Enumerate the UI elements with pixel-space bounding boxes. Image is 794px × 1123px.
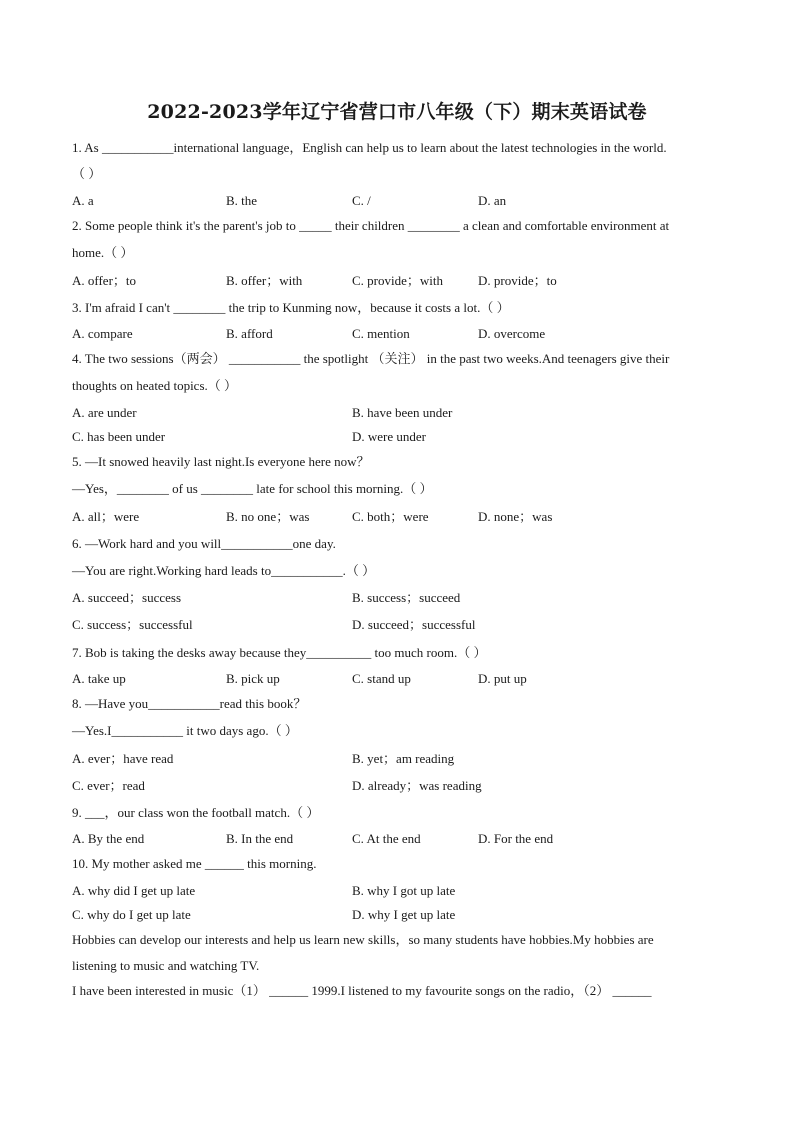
question-9-line-1: 9. ___，our class won the football match.（ ） bbox=[72, 805, 320, 820]
question-6-option-a: A. succeed；success bbox=[72, 590, 182, 605]
question-10-option-d: D. why I get up late bbox=[352, 907, 456, 922]
question-2-option-b: B. offer；with bbox=[226, 273, 303, 288]
question-6-option-d: D. succeed；successful bbox=[352, 617, 476, 632]
question-3-option-a: A. compare bbox=[72, 326, 133, 341]
question-6-option-b: B. success；succeed bbox=[352, 590, 461, 605]
question-3-option-b: B. afford bbox=[226, 326, 273, 341]
question-6-option-c: C. success；successful bbox=[72, 617, 193, 632]
question-4-option-a: A. are under bbox=[72, 405, 137, 420]
question-4-line-2: thoughts on heated topics.（ ） bbox=[72, 378, 238, 393]
question-9-option-c: C. At the end bbox=[352, 831, 421, 846]
question-9-option-b: B. In the end bbox=[226, 831, 294, 846]
question-3-line-1: 3. I'm afraid I can't ________ the trip to Kunming now，because it costs a lot.（ ） bbox=[72, 300, 510, 315]
question-3-option-d: D. overcome bbox=[478, 326, 546, 341]
question-1-line-1: 1. As ___________international language，English can help us to learn about the latest technologies in the world. bbox=[72, 140, 667, 155]
question-6-line-1: 6. —Work hard and you will___________one day. bbox=[72, 536, 336, 551]
question-8-option-a: A. ever；have read bbox=[72, 751, 174, 766]
question-5-line-2: —Yes，________ of us ________ late for school this morning.（ ） bbox=[72, 481, 433, 496]
question-7-option-b: B. pick up bbox=[226, 671, 280, 686]
question-8-option-c: C. ever；read bbox=[72, 778, 145, 793]
question-8-option-b: B. yet；am reading bbox=[352, 751, 455, 766]
question-9-option-a: A. By the end bbox=[72, 831, 145, 846]
question-4-line-1: 4. The two sessions（两会） ___________ the spotlight （关注） in the past two weeks.And teenagers give their bbox=[72, 351, 670, 366]
question-9-option-d: D. For the end bbox=[478, 831, 554, 846]
question-2-option-c: C. provide；with bbox=[352, 273, 443, 288]
question-2-line-2: home.（ ） bbox=[72, 245, 134, 260]
question-7-option-c: C. stand up bbox=[352, 671, 411, 686]
question-8-line-1: 8. —Have you___________read this book？ bbox=[72, 696, 307, 711]
question-5-line-1: 5. —It snowed heavily last night.Is everyone here now？ bbox=[72, 454, 370, 469]
question-5-option-b: B. no one；was bbox=[226, 509, 310, 524]
question-7-option-d: D. put up bbox=[478, 671, 527, 686]
passage-line-1: Hobbies can develop our interests and help us learn new skills，so many students have hobbies.My hobbies are bbox=[72, 932, 654, 947]
question-10-option-c: C. why do I get up late bbox=[72, 907, 191, 922]
question-2-option-d: D. provide；to bbox=[478, 273, 557, 288]
question-4-option-d: D. were under bbox=[352, 429, 426, 444]
question-7-option-a: A. take up bbox=[72, 671, 126, 686]
passage-line-3: I have been interested in music（1） ______ 1999.I listened to my favourite songs on the radio，（2） ______ bbox=[72, 983, 652, 998]
question-5-option-c: C. both；were bbox=[352, 509, 429, 524]
question-1-option-c: C. / bbox=[352, 193, 371, 208]
question-4-option-c: C. has been under bbox=[72, 429, 166, 444]
question-1-option-b: B. the bbox=[226, 193, 258, 208]
question-2-option-a: A. offer；to bbox=[72, 273, 137, 288]
exam-title: 2022-2023学年辽宁省营口市八年级（下）期末英语试卷 bbox=[147, 101, 647, 123]
question-2-line-1: 2. Some people think it's the parent's job to _____ their children ________ a clean and comfortable environment at bbox=[72, 218, 670, 233]
question-1-option-d: D. an bbox=[478, 193, 507, 208]
question-8-option-d: D. already；was reading bbox=[352, 778, 482, 793]
question-3-option-c: C. mention bbox=[352, 326, 410, 341]
question-10-line-1: 10. My mother asked me ______ this morning. bbox=[72, 856, 317, 871]
question-1-option-a: A. a bbox=[72, 193, 94, 208]
question-4-option-b: B. have been under bbox=[352, 405, 453, 420]
question-10-option-a: A. why did I get up late bbox=[72, 883, 196, 898]
question-1-line-2: （ ） bbox=[72, 166, 102, 181]
question-5-option-a: A. all；were bbox=[72, 509, 140, 524]
question-10-option-b: B. why I got up late bbox=[352, 883, 456, 898]
question-7-line-1: 7. Bob is taking the desks away because they__________ too much room.（ ） bbox=[72, 645, 487, 660]
question-6-line-2: —You are right.Working hard leads to___________.（ ） bbox=[72, 563, 376, 578]
question-5-option-d: D. none；was bbox=[478, 509, 553, 524]
question-8-line-2: —Yes.I___________ it two days ago.（ ） bbox=[72, 723, 298, 738]
passage-line-2: listening to music and watching TV. bbox=[72, 958, 260, 973]
